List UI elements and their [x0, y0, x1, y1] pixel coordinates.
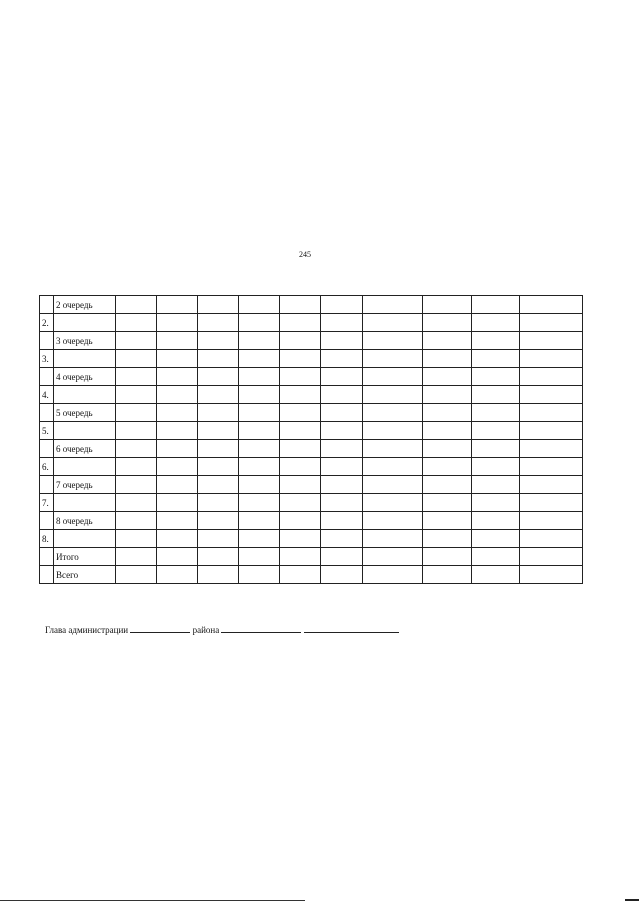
- signature-blank-2: [221, 624, 301, 633]
- row-number-cell: [40, 548, 54, 566]
- empty-value-cell: [363, 350, 423, 368]
- empty-value-cell: [321, 476, 363, 494]
- row-label-cell: 4 очередь: [54, 368, 116, 386]
- empty-value-cell: [239, 368, 280, 386]
- empty-value-cell: [321, 314, 363, 332]
- row-label-cell: [54, 386, 116, 404]
- empty-value-cell: [321, 494, 363, 512]
- empty-value-cell: [198, 422, 239, 440]
- empty-value-cell: [116, 350, 157, 368]
- empty-value-cell: [198, 404, 239, 422]
- empty-value-cell: [116, 512, 157, 530]
- empty-value-cell: [472, 422, 520, 440]
- empty-value-cell: [157, 296, 198, 314]
- empty-value-cell: [116, 458, 157, 476]
- empty-value-cell: [472, 332, 520, 350]
- table-row: [40, 368, 583, 386]
- empty-value-cell: [472, 566, 520, 584]
- empty-value-cell: [157, 476, 198, 494]
- empty-value-cell: [239, 386, 280, 404]
- empty-value-cell: [198, 548, 239, 566]
- empty-value-cell: [157, 368, 198, 386]
- empty-value-cell: [280, 386, 321, 404]
- empty-value-cell: [280, 332, 321, 350]
- row-label-cell: [54, 422, 116, 440]
- row-number-cell: 6.: [40, 458, 54, 476]
- empty-value-cell: [520, 476, 583, 494]
- empty-value-cell: [472, 296, 520, 314]
- empty-value-cell: [363, 440, 423, 458]
- row-number-cell: [40, 332, 54, 350]
- row-label-cell: Всего: [54, 566, 116, 584]
- signature-blank-3: [304, 624, 399, 633]
- row-label-cell: Итого: [54, 548, 116, 566]
- row-label-cell: [54, 530, 116, 548]
- row-number-cell: [40, 296, 54, 314]
- table-row: [40, 386, 583, 404]
- empty-value-cell: [280, 566, 321, 584]
- empty-value-cell: [423, 548, 472, 566]
- empty-value-cell: [239, 296, 280, 314]
- empty-value-cell: [423, 476, 472, 494]
- empty-value-cell: [363, 512, 423, 530]
- empty-value-cell: [321, 566, 363, 584]
- row-number-cell: 4.: [40, 386, 54, 404]
- footer-rule-left: [0, 900, 305, 901]
- empty-value-cell: [423, 314, 472, 332]
- empty-value-cell: [116, 548, 157, 566]
- table-row: [40, 548, 583, 566]
- empty-value-cell: [116, 368, 157, 386]
- empty-value-cell: [520, 494, 583, 512]
- empty-value-cell: [321, 386, 363, 404]
- empty-value-cell: [363, 386, 423, 404]
- empty-value-cell: [520, 512, 583, 530]
- empty-value-cell: [239, 530, 280, 548]
- empty-value-cell: [363, 404, 423, 422]
- empty-value-cell: [198, 530, 239, 548]
- empty-value-cell: [239, 566, 280, 584]
- row-label-cell: 3 очередь: [54, 332, 116, 350]
- empty-value-cell: [198, 314, 239, 332]
- empty-value-cell: [472, 494, 520, 512]
- empty-value-cell: [321, 296, 363, 314]
- empty-value-cell: [472, 314, 520, 332]
- empty-value-cell: [198, 512, 239, 530]
- table-row: [40, 296, 583, 314]
- empty-value-cell: [157, 350, 198, 368]
- footer-rule-right: [625, 899, 639, 901]
- empty-value-cell: [520, 296, 583, 314]
- row-label-cell: [54, 350, 116, 368]
- empty-value-cell: [363, 458, 423, 476]
- table-row: [40, 458, 583, 476]
- empty-value-cell: [520, 566, 583, 584]
- empty-value-cell: [472, 458, 520, 476]
- row-number-cell: 3.: [40, 350, 54, 368]
- table-row: [40, 476, 583, 494]
- empty-value-cell: [423, 512, 472, 530]
- empty-value-cell: [321, 548, 363, 566]
- row-label-cell: 7 очередь: [54, 476, 116, 494]
- table-row: [40, 494, 583, 512]
- empty-value-cell: [239, 494, 280, 512]
- empty-value-cell: [280, 350, 321, 368]
- empty-value-cell: [239, 548, 280, 566]
- empty-value-cell: [116, 530, 157, 548]
- table-row: [40, 314, 583, 332]
- empty-value-cell: [321, 332, 363, 350]
- row-label-cell: 2 очередь: [54, 296, 116, 314]
- empty-value-cell: [520, 440, 583, 458]
- empty-value-cell: [198, 296, 239, 314]
- table-body: [40, 296, 583, 584]
- empty-value-cell: [280, 548, 321, 566]
- empty-value-cell: [280, 512, 321, 530]
- empty-value-cell: [116, 332, 157, 350]
- empty-value-cell: [472, 476, 520, 494]
- empty-value-cell: [363, 422, 423, 440]
- table-row: [40, 566, 583, 584]
- signature-line: [45, 624, 399, 635]
- empty-value-cell: [472, 530, 520, 548]
- empty-value-cell: [423, 404, 472, 422]
- empty-value-cell: [280, 530, 321, 548]
- empty-value-cell: [198, 494, 239, 512]
- empty-value-cell: [423, 296, 472, 314]
- empty-value-cell: [280, 314, 321, 332]
- empty-value-cell: [472, 368, 520, 386]
- table-row: [40, 422, 583, 440]
- empty-value-cell: [280, 422, 321, 440]
- empty-value-cell: [321, 440, 363, 458]
- row-number-cell: 8.: [40, 530, 54, 548]
- empty-value-cell: [520, 332, 583, 350]
- empty-value-cell: [116, 566, 157, 584]
- empty-value-cell: [116, 404, 157, 422]
- empty-value-cell: [239, 458, 280, 476]
- row-label-cell: 5 очередь: [54, 404, 116, 422]
- empty-value-cell: [472, 386, 520, 404]
- empty-value-cell: [520, 350, 583, 368]
- empty-value-cell: [116, 296, 157, 314]
- row-number-cell: [40, 512, 54, 530]
- empty-value-cell: [423, 386, 472, 404]
- empty-value-cell: [239, 476, 280, 494]
- empty-value-cell: [423, 440, 472, 458]
- empty-value-cell: [321, 422, 363, 440]
- empty-value-cell: [239, 404, 280, 422]
- empty-value-cell: [423, 332, 472, 350]
- empty-value-cell: [239, 350, 280, 368]
- empty-value-cell: [472, 512, 520, 530]
- row-label-cell: 8 очередь: [54, 512, 116, 530]
- table-row: [40, 440, 583, 458]
- empty-value-cell: [321, 458, 363, 476]
- empty-value-cell: [280, 476, 321, 494]
- empty-value-cell: [321, 350, 363, 368]
- empty-value-cell: [472, 404, 520, 422]
- empty-value-cell: [280, 458, 321, 476]
- signature-blank-1: [130, 624, 190, 633]
- empty-value-cell: [472, 440, 520, 458]
- table-row: [40, 530, 583, 548]
- empty-value-cell: [198, 440, 239, 458]
- row-label-cell: [54, 494, 116, 512]
- empty-value-cell: [321, 368, 363, 386]
- empty-value-cell: [423, 458, 472, 476]
- empty-value-cell: [423, 422, 472, 440]
- empty-value-cell: [198, 332, 239, 350]
- empty-value-cell: [157, 512, 198, 530]
- empty-value-cell: [520, 422, 583, 440]
- empty-value-cell: [321, 404, 363, 422]
- signature-label-district: района: [192, 625, 220, 635]
- empty-value-cell: [423, 368, 472, 386]
- empty-value-cell: [363, 296, 423, 314]
- row-number-cell: [40, 476, 54, 494]
- empty-value-cell: [363, 548, 423, 566]
- empty-value-cell: [239, 440, 280, 458]
- row-label-cell: 6 очередь: [54, 440, 116, 458]
- signature-label-head: Глава администрации: [45, 625, 129, 635]
- table-row: [40, 350, 583, 368]
- empty-value-cell: [157, 404, 198, 422]
- empty-value-cell: [423, 566, 472, 584]
- row-number-cell: 7.: [40, 494, 54, 512]
- empty-value-cell: [116, 386, 157, 404]
- empty-value-cell: [280, 296, 321, 314]
- empty-value-cell: [157, 440, 198, 458]
- empty-value-cell: [157, 386, 198, 404]
- empty-value-cell: [520, 530, 583, 548]
- empty-value-cell: [363, 368, 423, 386]
- empty-value-cell: [157, 332, 198, 350]
- table-row: [40, 512, 583, 530]
- empty-value-cell: [239, 332, 280, 350]
- row-number-cell: [40, 404, 54, 422]
- empty-value-cell: [363, 530, 423, 548]
- empty-value-cell: [198, 458, 239, 476]
- empty-value-cell: [116, 440, 157, 458]
- empty-value-cell: [280, 404, 321, 422]
- table-row: [40, 404, 583, 422]
- empty-value-cell: [239, 512, 280, 530]
- empty-value-cell: [116, 422, 157, 440]
- empty-value-cell: [423, 350, 472, 368]
- row-number-cell: [40, 440, 54, 458]
- empty-value-cell: [363, 476, 423, 494]
- empty-value-cell: [472, 548, 520, 566]
- table-row: [40, 332, 583, 350]
- empty-value-cell: [239, 422, 280, 440]
- empty-value-cell: [520, 314, 583, 332]
- empty-value-cell: [423, 494, 472, 512]
- empty-value-cell: [157, 458, 198, 476]
- empty-value-cell: [363, 566, 423, 584]
- row-label-cell: [54, 314, 116, 332]
- empty-value-cell: [198, 350, 239, 368]
- empty-value-cell: [198, 386, 239, 404]
- page-number: 245: [299, 250, 311, 259]
- empty-value-cell: [157, 422, 198, 440]
- empty-value-cell: [363, 494, 423, 512]
- row-label-cell: [54, 458, 116, 476]
- row-number-cell: 2.: [40, 314, 54, 332]
- empty-value-cell: [363, 314, 423, 332]
- empty-value-cell: [157, 548, 198, 566]
- empty-value-cell: [280, 494, 321, 512]
- empty-value-cell: [520, 548, 583, 566]
- empty-value-cell: [520, 404, 583, 422]
- empty-value-cell: [321, 530, 363, 548]
- empty-value-cell: [198, 368, 239, 386]
- empty-value-cell: [116, 314, 157, 332]
- empty-value-cell: [520, 386, 583, 404]
- empty-value-cell: [198, 566, 239, 584]
- empty-value-cell: [321, 512, 363, 530]
- empty-value-cell: [520, 458, 583, 476]
- empty-value-cell: [157, 566, 198, 584]
- row-number-cell: [40, 566, 54, 584]
- empty-value-cell: [363, 332, 423, 350]
- empty-value-cell: [157, 314, 198, 332]
- row-number-cell: [40, 368, 54, 386]
- empty-value-cell: [157, 530, 198, 548]
- empty-value-cell: [198, 476, 239, 494]
- empty-value-cell: [116, 476, 157, 494]
- empty-value-cell: [520, 368, 583, 386]
- empty-value-cell: [239, 314, 280, 332]
- empty-value-cell: [423, 530, 472, 548]
- empty-value-cell: [472, 350, 520, 368]
- empty-value-cell: [280, 440, 321, 458]
- program-table: [39, 295, 583, 584]
- empty-value-cell: [280, 368, 321, 386]
- empty-value-cell: [157, 494, 198, 512]
- empty-value-cell: [116, 494, 157, 512]
- row-number-cell: 5.: [40, 422, 54, 440]
